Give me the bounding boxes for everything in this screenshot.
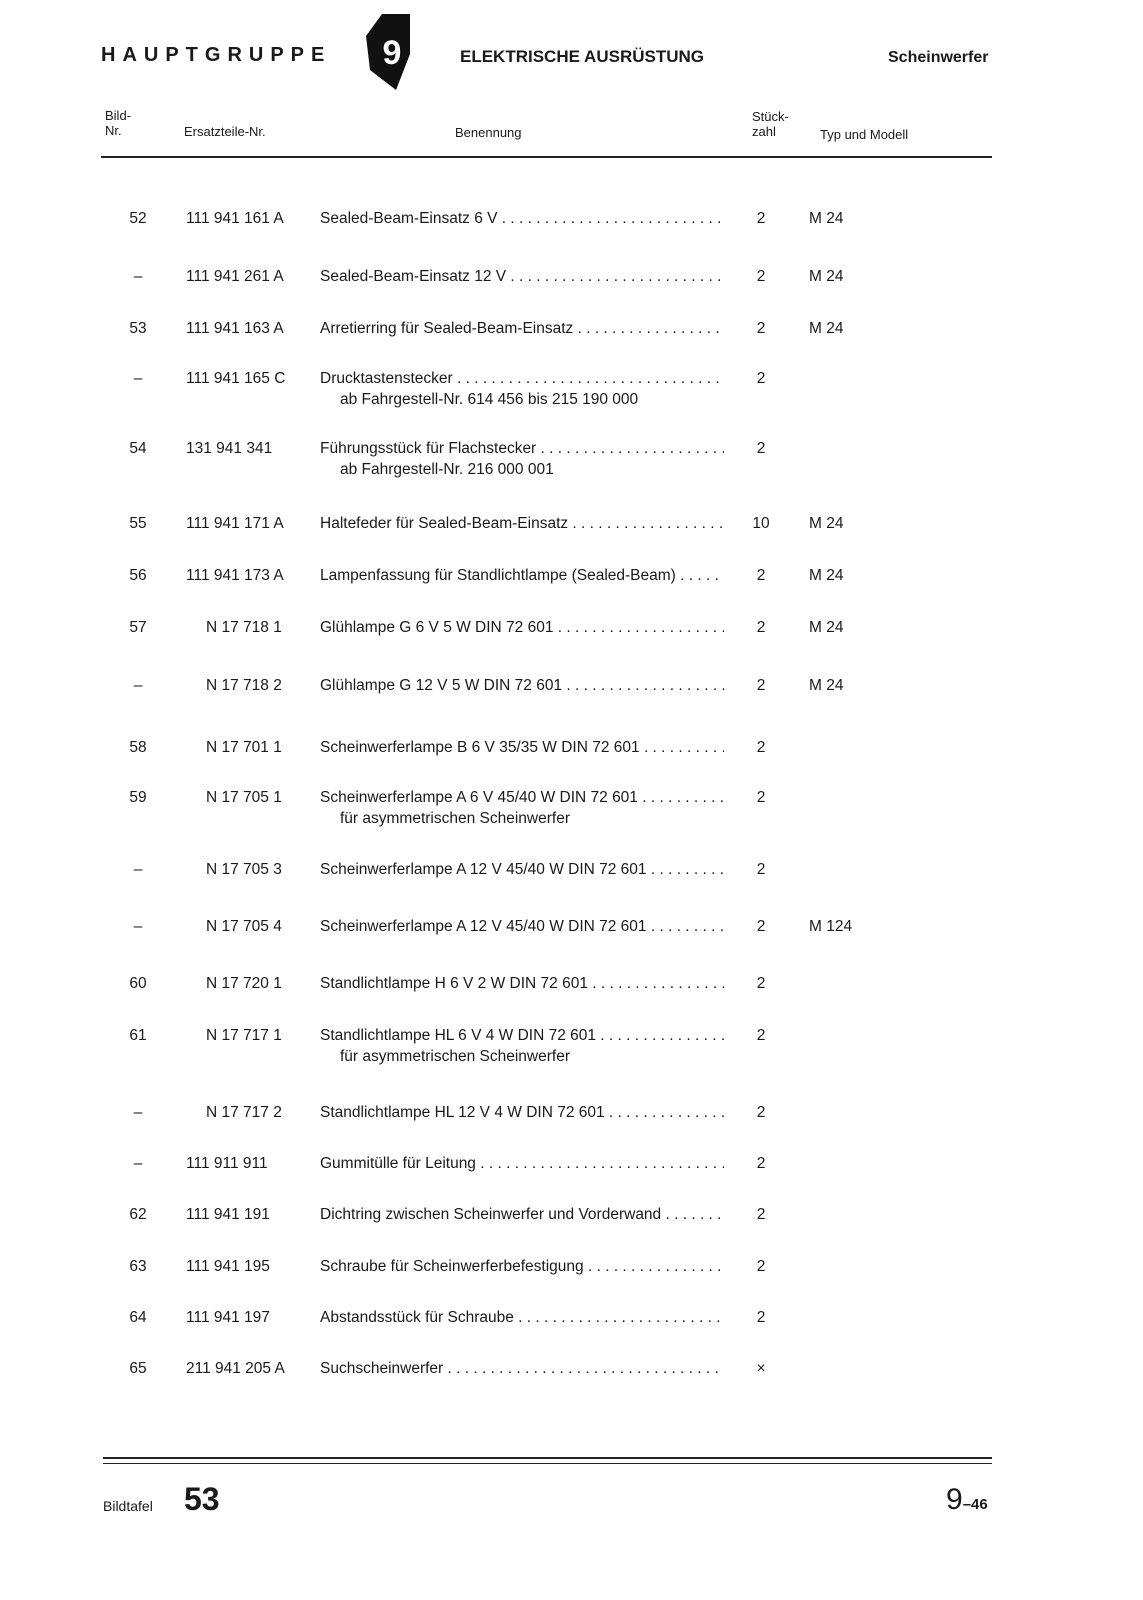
bild-nr: 59 — [129, 789, 147, 806]
quantity: 2 — [756, 861, 766, 878]
quantity: 2 — [756, 1027, 766, 1044]
bild-nr: 64 — [129, 1309, 147, 1326]
col-ersatzteile-nr: Ersatzteile-Nr. — [184, 124, 266, 139]
bild-nr: 62 — [129, 1206, 147, 1223]
part-description-text: Scheinwerferlampe A 12 V 45/40 W DIN 72 601 . . . — [320, 918, 724, 935]
part-description — [320, 859, 724, 880]
col-benennung: Benennung — [455, 125, 522, 140]
part-description — [320, 737, 724, 758]
footer-rule-top — [103, 1457, 992, 1459]
col-bild-nr: Bild- Nr. — [105, 108, 132, 138]
part-description-text: Führungsstück für Flachstecker . . . — [320, 440, 724, 457]
part-number: 111 911 911 — [186, 1155, 268, 1172]
part-description — [320, 1358, 724, 1379]
part-description-note: ab Fahrgestell-Nr. 614 456 bis 215 190 000 — [340, 391, 639, 408]
bild-nr: 52 — [129, 210, 147, 227]
part-description — [320, 266, 724, 287]
quantity: × — [756, 1360, 766, 1377]
part-description-text: Dichtring zwischen Scheinwerfer und Vorderwand . . . — [320, 1206, 724, 1223]
quantity: 2 — [756, 268, 766, 285]
part-description-text: Drucktastenstecker . . . — [320, 370, 724, 387]
part-description-text: Scheinwerferlampe A 12 V 45/40 W DIN 72 601 . . . — [320, 861, 724, 878]
part-description — [320, 973, 724, 994]
quantity: 2 — [756, 619, 766, 636]
part-description — [320, 1256, 724, 1277]
page-number: 9–46 — [946, 1483, 988, 1516]
part-description-text: Glühlampe G 6 V 5 W DIN 72 601 . . . — [320, 619, 724, 636]
part-description — [320, 787, 724, 808]
quantity: 2 — [756, 918, 766, 935]
quantity: 2 — [756, 739, 766, 756]
bild-nr: 55 — [129, 515, 147, 532]
part-description-text: Abstandsstück für Schraube . . . — [320, 1309, 724, 1326]
group-number: 9 — [382, 34, 402, 72]
part-description — [320, 1153, 724, 1174]
quantity: 2 — [756, 789, 766, 806]
bild-nr: 57 — [129, 619, 147, 636]
model-type: M 24 — [809, 515, 844, 532]
quantity: 2 — [756, 210, 766, 227]
quantity: 2 — [756, 975, 766, 992]
part-number: 111 941 165 C — [186, 370, 286, 387]
part-number: 111 941 195 — [186, 1258, 270, 1275]
bild-nr: – — [133, 1104, 143, 1121]
part-number: N 17 705 1 — [206, 789, 282, 806]
part-description-text: Scheinwerferlampe B 6 V 35/35 W DIN 72 601 . . . — [320, 739, 724, 756]
part-description — [320, 513, 724, 534]
plate-label: Bildtafel — [103, 1498, 153, 1514]
part-description — [320, 1102, 724, 1123]
bild-nr: 56 — [129, 567, 147, 584]
bild-nr: 53 — [129, 320, 147, 337]
part-number: N 17 718 1 — [206, 619, 282, 636]
model-type: M 24 — [809, 677, 844, 694]
quantity: 2 — [756, 1104, 766, 1121]
bild-nr: 65 — [129, 1360, 147, 1377]
model-type: M 24 — [809, 268, 844, 285]
part-number: N 17 705 3 — [206, 861, 282, 878]
part-number: N 17 717 1 — [206, 1027, 282, 1044]
group-number-badge — [366, 14, 422, 90]
col-stueckzahl: Stück- zahl — [752, 109, 789, 139]
part-description-text: Suchscheinwerfer . . . — [320, 1360, 724, 1377]
part-description-note: für asymmetrischen Scheinwerfer — [340, 1048, 570, 1065]
part-description-text: Scheinwerferlampe A 6 V 45/40 W DIN 72 601 . . . — [320, 789, 724, 806]
part-description-text: Sealed-Beam-Einsatz 12 V . . . — [320, 268, 724, 285]
quantity: 10 — [752, 515, 770, 532]
part-description — [320, 368, 724, 389]
part-description-text: Standlichtlampe H 6 V 2 W DIN 72 601 . . . — [320, 975, 724, 992]
part-number: 211 941 205 A — [186, 1360, 285, 1377]
part-description — [320, 916, 724, 937]
part-description — [320, 675, 724, 696]
main-group-title: HAUPTGRUPPE — [101, 44, 332, 66]
quantity: 2 — [756, 1206, 766, 1223]
part-number: 111 941 163 A — [186, 320, 284, 337]
bild-nr: – — [133, 1155, 143, 1172]
bild-nr: 63 — [129, 1258, 147, 1275]
quantity: 2 — [756, 1155, 766, 1172]
part-number: 111 941 161 A — [186, 210, 284, 227]
part-description-text: Gummitülle für Leitung . . . — [320, 1155, 724, 1172]
part-description-text: Lampenfassung für Standlichtlampe (Sealed-Beam) . . . — [320, 567, 724, 584]
bild-nr: 54 — [129, 440, 147, 457]
model-type: M 124 — [809, 918, 853, 935]
section-title: ELEKTRISCHE AUSRÜSTUNG — [460, 47, 704, 66]
part-number: 111 941 197 — [186, 1309, 270, 1326]
bild-nr: – — [133, 677, 143, 694]
part-number: N 17 717 2 — [206, 1104, 282, 1121]
quantity: 2 — [756, 1258, 766, 1275]
part-number: N 17 720 1 — [206, 975, 282, 992]
quantity: 2 — [756, 370, 766, 387]
part-description-text: Sealed-Beam-Einsatz 6 V . . . — [320, 210, 724, 227]
plate-number: 53 — [184, 1481, 220, 1517]
part-description — [320, 208, 724, 229]
part-description-text: Standlichtlampe HL 12 V 4 W DIN 72 601 . . . — [320, 1104, 724, 1121]
part-number: 111 941 173 A — [186, 567, 284, 584]
part-description-note: ab Fahrgestell-Nr. 216 000 001 — [340, 461, 554, 478]
part-description-text: Glühlampe G 12 V 5 W DIN 72 601 . . . — [320, 677, 724, 694]
part-number: 111 941 171 A — [186, 515, 284, 532]
model-type: M 24 — [809, 567, 844, 584]
part-description-text: Schraube für Scheinwerferbefestigung . . . — [320, 1258, 724, 1275]
quantity: 2 — [756, 677, 766, 694]
part-description-note: für asymmetrischen Scheinwerfer — [340, 810, 570, 827]
part-description — [320, 1307, 724, 1328]
part-number: 111 941 191 — [186, 1206, 270, 1223]
part-description — [320, 318, 724, 339]
part-description-text: Haltefeder für Sealed-Beam-Einsatz . . . — [320, 515, 724, 532]
subsection-title: Scheinwerfer — [888, 49, 989, 66]
bild-nr: – — [133, 861, 143, 878]
model-type: M 24 — [809, 210, 844, 227]
part-number: N 17 705 4 — [206, 918, 282, 935]
bild-nr: 61 — [129, 1027, 147, 1044]
bild-nr: – — [133, 370, 143, 387]
part-description — [320, 1204, 724, 1225]
part-description — [320, 438, 724, 459]
bild-nr: – — [133, 268, 143, 285]
bild-nr: 60 — [129, 975, 147, 992]
quantity: 2 — [756, 440, 766, 457]
part-description-text: Arretierring für Sealed-Beam-Einsatz . . . — [320, 320, 724, 337]
header-rule — [101, 156, 992, 158]
quantity: 2 — [756, 1309, 766, 1326]
col-typ-und-modell: Typ und Modell — [820, 127, 909, 142]
quantity: 2 — [756, 567, 766, 584]
part-number: 111 941 261 A — [186, 268, 284, 285]
part-number: N 17 701 1 — [206, 739, 282, 756]
bild-nr: – — [133, 918, 143, 935]
model-type: M 24 — [809, 320, 844, 337]
model-type: M 24 — [809, 619, 844, 636]
part-number: N 17 718 2 — [206, 677, 282, 694]
bild-nr: 58 — [129, 739, 147, 756]
part-description — [320, 565, 724, 586]
part-description-text: Standlichtlampe HL 6 V 4 W DIN 72 601 . . . — [320, 1027, 724, 1044]
quantity: 2 — [756, 320, 766, 337]
footer-rule-bottom — [103, 1463, 992, 1464]
part-number: 131 941 341 — [186, 440, 273, 457]
part-description — [320, 1025, 724, 1046]
part-description — [320, 617, 724, 638]
